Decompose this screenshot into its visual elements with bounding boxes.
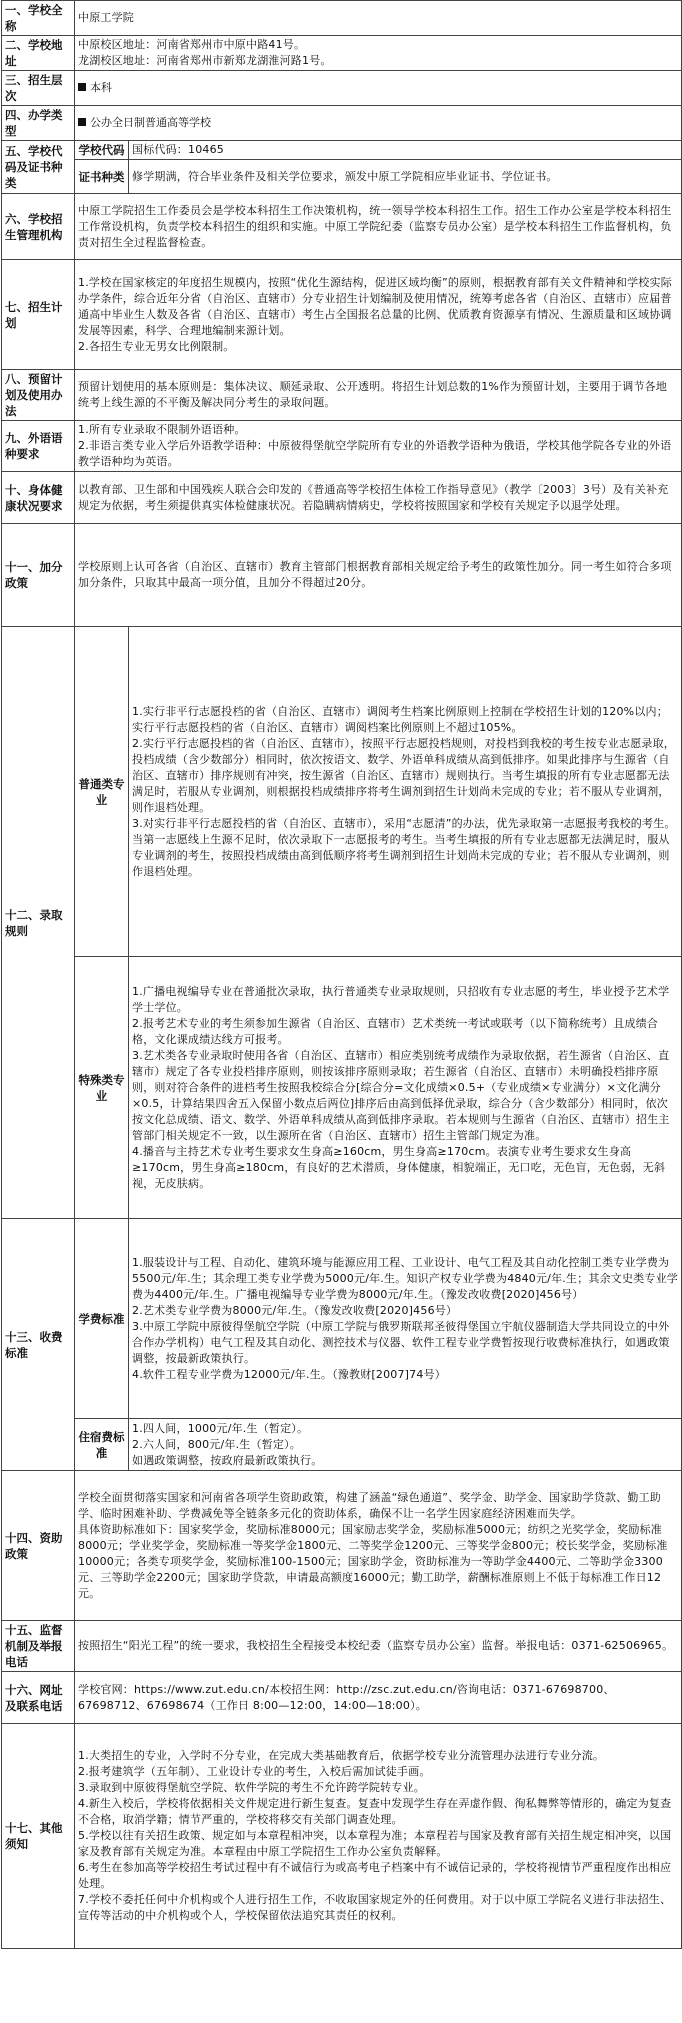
row-label: 八、预留计划及使用办法	[2, 370, 75, 421]
row-admissions-office	[2, 194, 682, 260]
school-address-value: 中原校区地址：河南省郑州市中原中路41号。 龙湖校区地址：河南省郑州市新郑龙湖淮河路1号。	[75, 36, 682, 71]
row-label: 三、招生层次	[2, 71, 75, 106]
special-majors-value: 1.广播电视编导专业在普通批次录取，执行普通类专业录取规则，只招收有专业志愿的考生，毕业授予艺术学学士学位。 2.报考艺术专业的考生须参加生源省（自治区、直辖市）艺术类统一考试或联考（以下简称统考）且成绩合格，文化课成绩达线方可报考。 3.艺术类各专业录取时使用各省（自治区、直辖市）相应类别统考成绩作为录取依据，若生源省（自治区、直辖市）规定了各专业投档排序原则，则按该排序原则录取；若生源省（自治区、直辖市）未明确投档排序原则，则对符合条件的进档考生按照我校综合分[综合分=文化成绩×0.5+（专业成绩×专业满分）×文化满分×0.5，计算结果四舍五入保留小数点后两位]排序后由高到低择优录取，综合分（含少数部分）相同时，依次按文化总成绩、语文、数学、外语单科成绩从高到低排序录取。若本规则与生源省（自治区、直辖市）招生主管部门相关规定不一致，以生源所在省（自治区、直辖市）招生主管部门规定为准。 4.播音与主持艺术专业考生要求女生身高≥160cm，男生身高≥170cm。表演专业考生要求女生身高≥170cm，男生身高≥180cm，有良好的艺术潜质，身体健康，相貌端正，无口吃，无色盲，无色弱，无斜视，无皮肤病。	[129, 957, 682, 1219]
row-label: 十七、其他须知	[2, 1724, 75, 1949]
health-requirements-value: 以教育部、卫生部和中国残疾人联合会印发的《普通高等学校招生体检工作指导意见》（教学〔2003〕3号）及有关补充规定为依据，考生须提供真实体检健康状况。若隐瞒病情病史，学校将按照国家和学校有关规定予以退学处理。	[75, 472, 682, 524]
reserved-plan-value: 预留计划使用的基本原则是：集体决议、顺延录取、公开透明。将招生计划总数的1%作为预留计划，主要用于调节各地统考上线生源的不平衡及解决同分考生的录取问题。	[75, 370, 682, 421]
row-label: 二、学校地址	[2, 36, 75, 71]
row-label: 十六、网址及联系电话	[2, 1672, 75, 1724]
row-school-name	[2, 1, 682, 36]
row-reserved-plan	[2, 370, 682, 421]
certificate-type-label: 证书种类	[75, 160, 129, 194]
other-notes-value: 1.大类招生的专业，入学时不分专业，在完成大类基础教育后，依据学校专业分流管理办法进行专业分流。 2.报考建筑学（五年制）、工业设计专业的考生，入校后需加试徒手画。 3.录取到中原彼得堡航空学院、软件学院的考生不允许跨学院转专业。 4.新生入校后，学校将依据相关文件规定进行新生复查。复查中发现学生存在弄虚作假、徇私舞弊等情形的，确定为复查不合格，取消学籍；情节严重的，学校将移交有关部门调查处理。 5.学校以往有关招生政策、规定如与本章程相冲突，以本章程为准；本章程若与国家及教育部有关招生规定相冲突，以国家及教育部有关规定为准。本章程由中原工学院招生工作办公室负责解释。 6.考生在参加高等学校招生考试过程中有不诚信行为或高考电子档案中有不诚信记录的，学校将视情节严重程度作出相应处理。 7.学校不委托任何中介机构或个人进行招生工作，不收取国家规定外的任何费用。对于以中原工学院名义进行非法招生、宣传等活动的中介机构或个人，学校保留依法追究其责任的权利。	[75, 1724, 682, 1949]
row-label: 十一、加分政策	[2, 524, 75, 627]
filled-square-icon	[78, 118, 86, 126]
certificate-type-value: 修学期满，符合毕业条件及相关学位要求，颁发中原工学院相应毕业证书、学位证书。	[129, 160, 682, 194]
row-school-address	[2, 36, 682, 71]
supervision-value: 按照招生“阳光工程”的统一要求，我校招生全程接受本校纪委（监察专员办公室）监督。举报电话：0371-62506965。	[75, 1621, 682, 1672]
foreign-language-value: 1.所有专业录取不限制外语语种。 2.非语言类专业入学后外语教学语种：中原彼得堡航空学院所有专业的外语教学语种为俄语，学校其他学院各专业的外语教学语种均为英语。	[75, 421, 682, 472]
row-foreign-language	[2, 421, 682, 472]
row-financial-aid	[2, 1471, 682, 1621]
school-type-cell	[75, 106, 682, 141]
enrollment-level-cell	[75, 71, 682, 106]
general-majors-label: 普通类专业	[75, 627, 129, 957]
tuition-label: 学费标准	[75, 1219, 129, 1419]
row-dorm-fee	[2, 1419, 682, 1471]
row-label: 十二、录取规则	[2, 627, 75, 1219]
row-label: 十、身体健康状况要求	[2, 472, 75, 524]
row-contact	[2, 1672, 682, 1724]
row-label: 十四、资助政策	[2, 1471, 75, 1621]
row-supervision	[2, 1621, 682, 1672]
school-code-label: 学校代码	[75, 141, 129, 160]
row-label: 十五、监督机制及举报电话	[2, 1621, 75, 1672]
tuition-value: 1.服装设计与工程、自动化、建筑环境与能源应用工程、工业设计、电气工程及其自动化控制工类专业学费为5500元/年.生；其余理工类专业学费为5000元/年.生。知识产权专业学费为4840元/年.生；其余文史类专业学费为4400元/年.生。广播电视编导专业学费为8000元/年.生。（豫发改收费[2020]456号） 2.艺术类专业学费为8000元/年.生。（豫发改收费[2020]456号） 3.中原工学院中原彼得堡航空学院（中原工学院与俄罗斯联邦圣彼得堡国立宇航仪器制造大学共同设立的中外合作办学机构）电气工程及其自动化、测控技术与仪器、软件工程专业学费暂按现行收费标准执行，如遇政策调整，按最新政策执行。 4.软件工程专业学费为12000元/年.生。（豫教财[2007]74号）	[129, 1219, 682, 1419]
enrollment-level-value: 本科	[90, 81, 112, 94]
school-name-value: 中原工学院	[75, 1, 682, 36]
row-health-requirements	[2, 472, 682, 524]
row-school-type	[2, 106, 682, 141]
row-admission-rules-general	[2, 627, 682, 957]
bonus-points-value: 学校原则上认可各省（自治区、直辖市）教育主管部门根据教育部相关规定给予考生的政策性加分。同一考生如符合多项加分条件，只取其中最高一项分值，且加分不得超过20分。	[75, 524, 682, 627]
row-school-code	[2, 141, 682, 160]
row-label: 五、学校代码及证书种类	[2, 141, 75, 194]
filled-square-icon	[78, 83, 86, 91]
school-code-value: 国标代码：10465	[129, 141, 682, 160]
dorm-fee-value: 1.四人间，1000元/年.生（暂定）。 2.六人间，800元/年.生（暂定）。 如遇政策调整，按政府最新政策执行。	[129, 1419, 682, 1471]
admissions-office-value: 中原工学院招生工作委员会是学校本科招生工作决策机构，统一领导学校本科招生工作。招生工作办公室是学校本科招生工作常设机构，负责学校本科招生的组织和实施。中原工学院纪委（监察专员办公室）是学校本科招生工作监督机构，负责对招生全过程监督检查。	[75, 194, 682, 260]
contact-value: 学校官网：https://www.zut.edu.cn/本校招生网：http://zsc.zut.edu.cn/咨询电话：0371-67698700、67698712、67698674（工作日 8:00—12:00，14:00—18:00）。	[75, 1672, 682, 1724]
row-label: 十三、收费标准	[2, 1219, 75, 1471]
row-tuition	[2, 1219, 682, 1419]
row-certificate-type	[2, 160, 682, 194]
row-bonus-points	[2, 524, 682, 627]
school-type-value: 公办全日制普通高等学校	[90, 116, 211, 129]
dorm-fee-label: 住宿费标准	[75, 1419, 129, 1471]
special-majors-label: 特殊类专业	[75, 957, 129, 1219]
row-other-notes	[2, 1724, 682, 1949]
row-label: 一、学校全称	[2, 1, 75, 36]
admission-charter-table	[1, 0, 682, 1949]
row-label: 九、外语语种要求	[2, 421, 75, 472]
row-label: 七、招生计划	[2, 260, 75, 370]
row-enrollment-plan	[2, 260, 682, 370]
row-enrollment-level	[2, 71, 682, 106]
financial-aid-value: 学校全面贯彻落实国家和河南省各项学生资助政策，构建了涵盖“绿色通道”、奖学金、助学金、国家助学贷款、勤工助学、临时困难补助、学费减免等全链条多元化的资助体系，确保不让一名学生因家庭经济困难而失学。 具体资助标准如下：国家奖学金，奖励标准8000元；国家励志奖学金，奖励标准5000元；纺织之光奖学金，奖励标准8000元；学业奖学金，奖励标准一等奖学金1800元、二等奖学金1200元、三等奖学金800元；校长奖学金，奖励标准10000元；各类专项奖学金，奖励标准100-1500元；国家助学金，资助标准为一等助学金4400元、二等助学金3300元、三等助学金2200元；国家助学贷款，申请最高额度16000元；勤工助学，薪酬标准原则上不低于每标准工作日12元。	[75, 1471, 682, 1621]
row-label: 四、办学类型	[2, 106, 75, 141]
enrollment-plan-value: 1.学校在国家核定的年度招生规模内，按照“优化生源结构，促进区域均衡”的原则，根据教育部有关文件精神和学校实际办学条件，综合近年分省（自治区、直辖市）分专业招生计划编制及使用情况，统筹考虑各省（自治区、直辖市）应届普通高中毕业生人数及各省（自治区、直辖市）考生占全国报名总量的比例、优质教育资源享有情况、生源质量和区域协调发展等因素，科学、合理地编制来源计划。 2.各招生专业无男女比例限制。	[75, 260, 682, 370]
row-label: 六、学校招生管理机构	[2, 194, 75, 260]
general-majors-value: 1.实行非平行志愿投档的省（自治区、直辖市）调阅考生档案比例原则上控制在学校招生计划的120%以内；实行平行志愿投档的省（自治区、直辖市）调阅档案比例原则上不超过105%。 2.实行平行志愿投档的省（自治区、直辖市），按照平行志愿投档规则，对投档到我校的考生按专业志愿录取，投档成绩（含少数部分）相同时，依次按语文、数学、外语单科成绩从高到低排序。如果此排序与生源省（自治区、直辖市）排序规则有冲突，按生源省（自治区、直辖市）规则执行。当考生填报的所有专业志愿都无法满足时，若服从专业调剂，则根据投档成绩排序将考生调剂到招生计划尚未完成的专业；若不服从专业调剂，则作退档处理。 3.对实行非平行志愿投档的省（自治区、直辖市），采用“志愿清”的办法，优先录取第一志愿报考我校的考生。当第一志愿线上生源不足时，依次录取下一志愿报考的考生。当考生填报的所有专业志愿都无法满足时，服从专业调剂的考生，按照投档成绩由高到低顺序将考生调剂到招生计划尚未完成的专业；若不服从专业调剂，则作退档处理。	[129, 627, 682, 957]
row-admission-rules-special	[2, 957, 682, 1219]
